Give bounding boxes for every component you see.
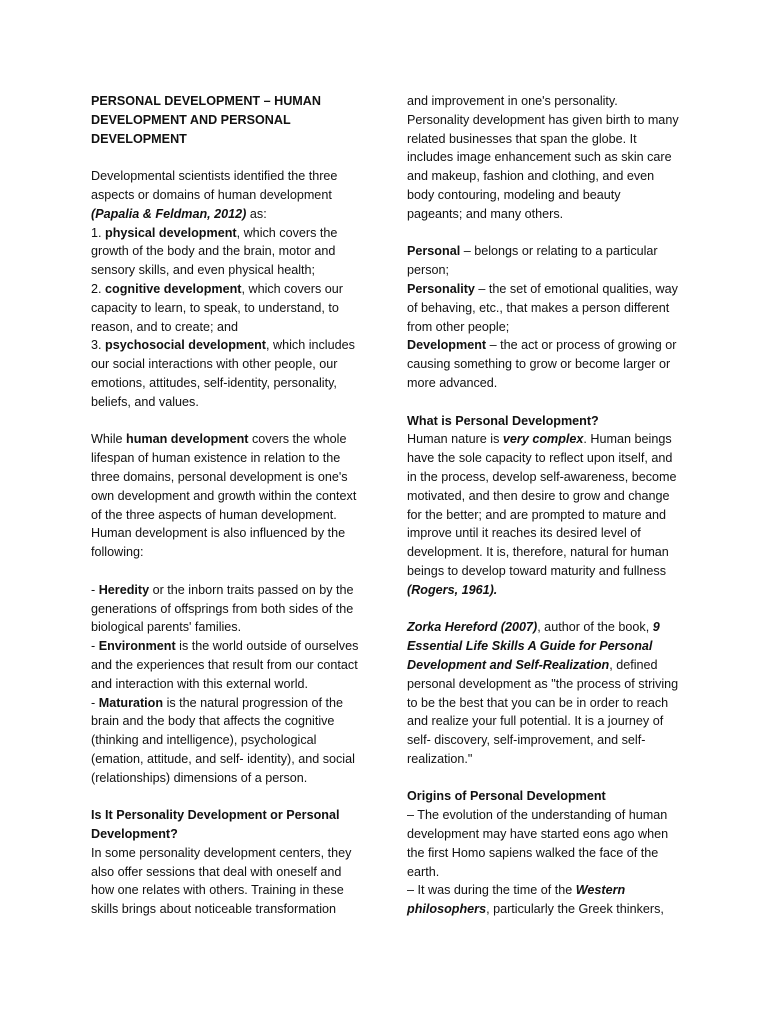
section-heading-what-is: What is Personal Development? <box>407 413 599 428</box>
domain-physical: 1. physical development, which covers the growth of the body and the brain, motor and sensory skills, and even physical health; <box>91 225 338 278</box>
intro-paragraph: Developmental scientists identified the three aspects or domains of human development (Papalia & Feldman, 2012) as: <box>91 169 338 221</box>
document-title: PERSONAL DEVELOPMENT – HUMAN DEVELOPMENT AND PERSONAL DEVELOPMENT <box>91 94 321 146</box>
intro-citation: (Papalia & Feldman, 2012) <box>91 206 247 221</box>
zorka-hereford-paragraph: Zorka Hereford (2007), author of the book, 9 Essential Life Skills A Guide for Personal Development and Self-Realization, defined personal development as "the process of striving to be the best that you can be in order to reach and realize your full potential. It is a journey of self- discovery, self-improvement, and self-realization." <box>407 620 679 766</box>
what-is-paragraph: Human nature is very complex. Human beings have the sole capacity to reflect upon itself, and in the process, develop self-awareness, become motivated, and then desire to grow and change for the better; and are prompted to mature and improve until it reaches its desired level of development. It is, therefore, natural for human beings to develop toward maturity and fullness (Rogers, 1961). <box>407 432 677 597</box>
rogers-citation: (Rogers, 1961). <box>407 582 498 597</box>
section-heading-personality-vs-personal: Is It Personality Development or Personal Development? <box>91 808 340 842</box>
factor-maturation: - Maturation is the natural progression of the brain and the body that affects the cognitive (thinking and intelligence), psychological (emation, attitude, and self- identity), and social (relationships) dimensions of a person. <box>91 695 355 785</box>
definition-development: Development – the act or process of growing or causing something to grow or become larger or more advanced. <box>407 338 677 390</box>
right-column <box>407 92 679 919</box>
factor-environment: - Environment is the world outside of ourselves and the experiences that result from our contact and interaction with this external world. <box>91 639 359 691</box>
origins-item-1: – The evolution of the understanding of human development may have started eons ago when the first Homo sapiens walked the face of the earth. <box>407 808 669 879</box>
personality-centers-paragraph: In some personality development centers, they also offer sessions that deal with oneself and how one relates with others. Training in these skills brings about noticeable transformation <box>91 845 352 917</box>
domain-psychosocial: 3. psychosocial development, which includes our social interactions with other people, our emotions, attitudes, self-identity, personality, beliefs, and values. <box>91 338 355 409</box>
left-column <box>91 92 363 919</box>
human-development-paragraph: While human development covers the whole lifespan of human existence in relation to the three domains, personal development is one's own development and growth within the context of the three aspects of human development. Human development is also influenced by the following: <box>91 432 357 560</box>
book-title: 9 Essential Life Skills A Guide for Personal Development and Self-Realization <box>407 620 660 672</box>
factor-heredity: - Heredity or the inborn traits passed on by the generations of offsprings from both sides of the biological parents' families. <box>91 582 354 635</box>
definition-personal: Personal – belongs or relating to a particular person; <box>407 244 658 278</box>
domain-cognitive: 2. cognitive development, which covers our capacity to learn, to speak, to understand, to reason, and to create; and <box>91 281 343 334</box>
continued-paragraph: and improvement in one's personality. Personality development has given birth to many related businesses that span the globe. It includes image enhancement such as skin care and makeup, fashion and clothing, and even body contouring, modeling and beauty pageants; and many others. <box>407 94 679 221</box>
definition-personality: Personality – the set of emotional qualities, way of behaving, etc., that makes a person different from other people; <box>407 281 678 334</box>
origins-item-2: – It was during the time of the Western philosophers, particularly the Greek thinkers, <box>407 883 664 917</box>
section-heading-origins: Origins of Personal Development <box>407 789 606 804</box>
